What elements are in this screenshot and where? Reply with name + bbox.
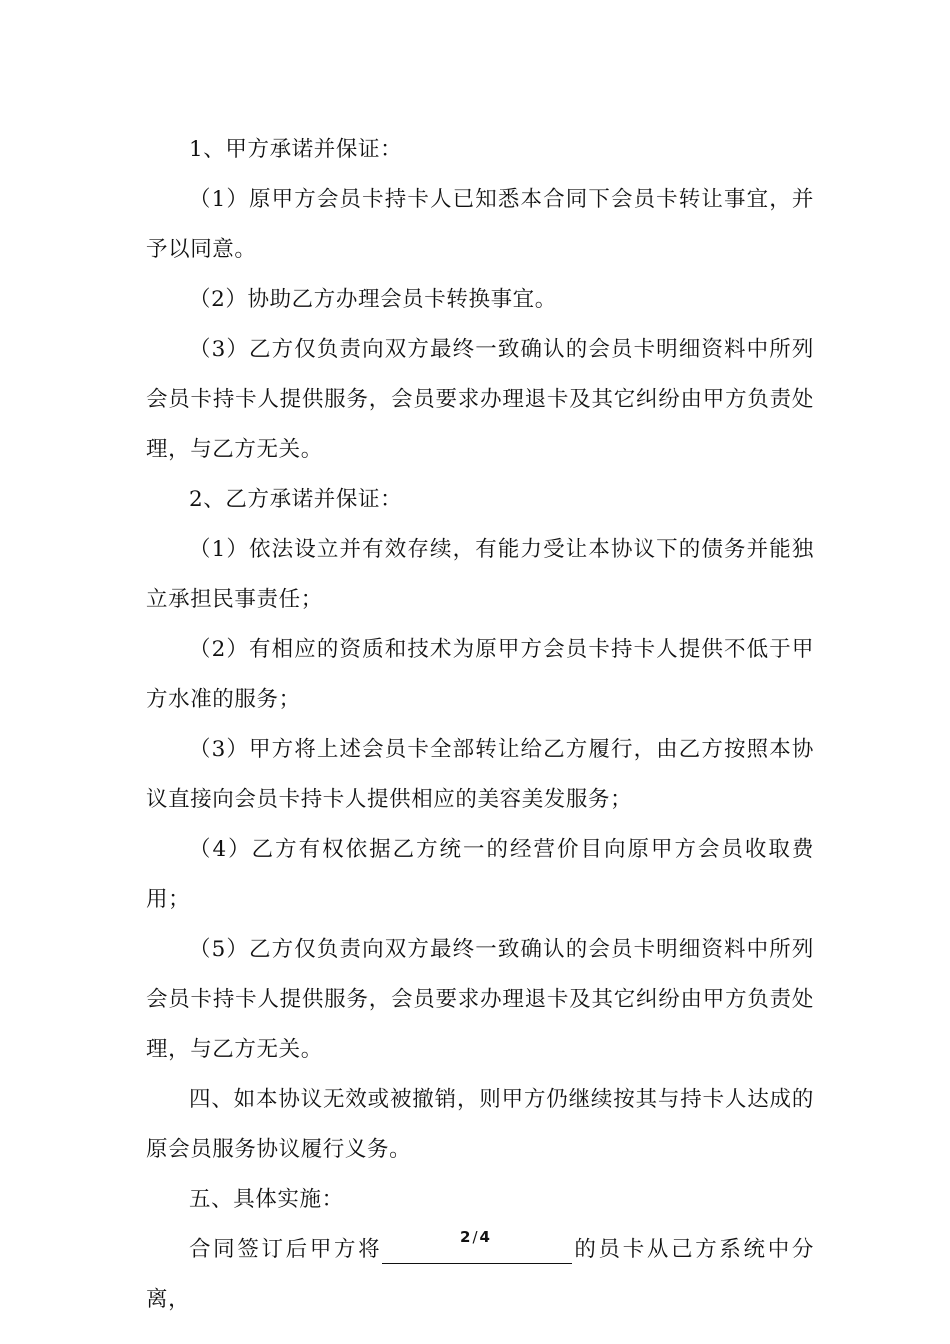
clause-2-item-5: （5）乙方仅负责向双方最终一致确认的会员卡明细资料中所列会员卡持卡人提供服务，会员要求办理退卡及其它纠纷由甲方负责处理，与乙方无关。 [146,937,814,1062]
current-page: 2 [460,1228,471,1246]
section-4-paragraph: 四、如本协议无效或被撤销，则甲方仍继续按其与持卡人达成的原会员服务协议履行义务。 [146,1087,814,1162]
clause-2-heading: 2、乙方承诺并保证： [189,487,403,512]
section-5-heading: 五、具体实施： [189,1187,344,1212]
clause-1-item-3: （3）乙方仅负责向双方最终一致确认的会员卡明细资料中所列会员卡持卡人提供服务，会员要求办理退卡及其它纠纷由甲方负责处理，与乙方无关。 [146,337,814,462]
page-separator: / [472,1228,478,1246]
page-number [0,1228,950,1246]
clause-2-item-3: （3）甲方将上述会员卡全部转让给乙方履行，由乙方按照本协议直接向会员卡持卡人提供相应的美容美发服务； [146,737,814,812]
clause-2-item-1: （1）依法设立并有效存续，有能力受让本协议下的债务并能独立承担民事责任； [146,537,814,612]
document-body [146,125,814,1325]
clause-1-heading: 1、甲方承诺并保证： [189,137,403,162]
implementation-text-after: 的员卡从己方系统中分离， [146,1237,814,1312]
clause-2-item-2: （2）有相应的资质和技术为原甲方会员卡持卡人提供不低于甲方水准的服务； [146,637,814,712]
clause-2-item-4: （4）乙方有权依据乙方统一的经营价目向原甲方会员收取费用； [146,837,814,912]
implementation-text-before: 合同签订后甲方将 [189,1237,383,1262]
clause-1-item-1: （1）原甲方会员卡持卡人已知悉本合同下会员卡转让事宜，并予以同意。 [146,187,814,262]
clause-1-item-2: （2）协助乙方办理会员卡转换事宜。 [189,287,557,312]
total-pages: 4 [479,1228,490,1246]
